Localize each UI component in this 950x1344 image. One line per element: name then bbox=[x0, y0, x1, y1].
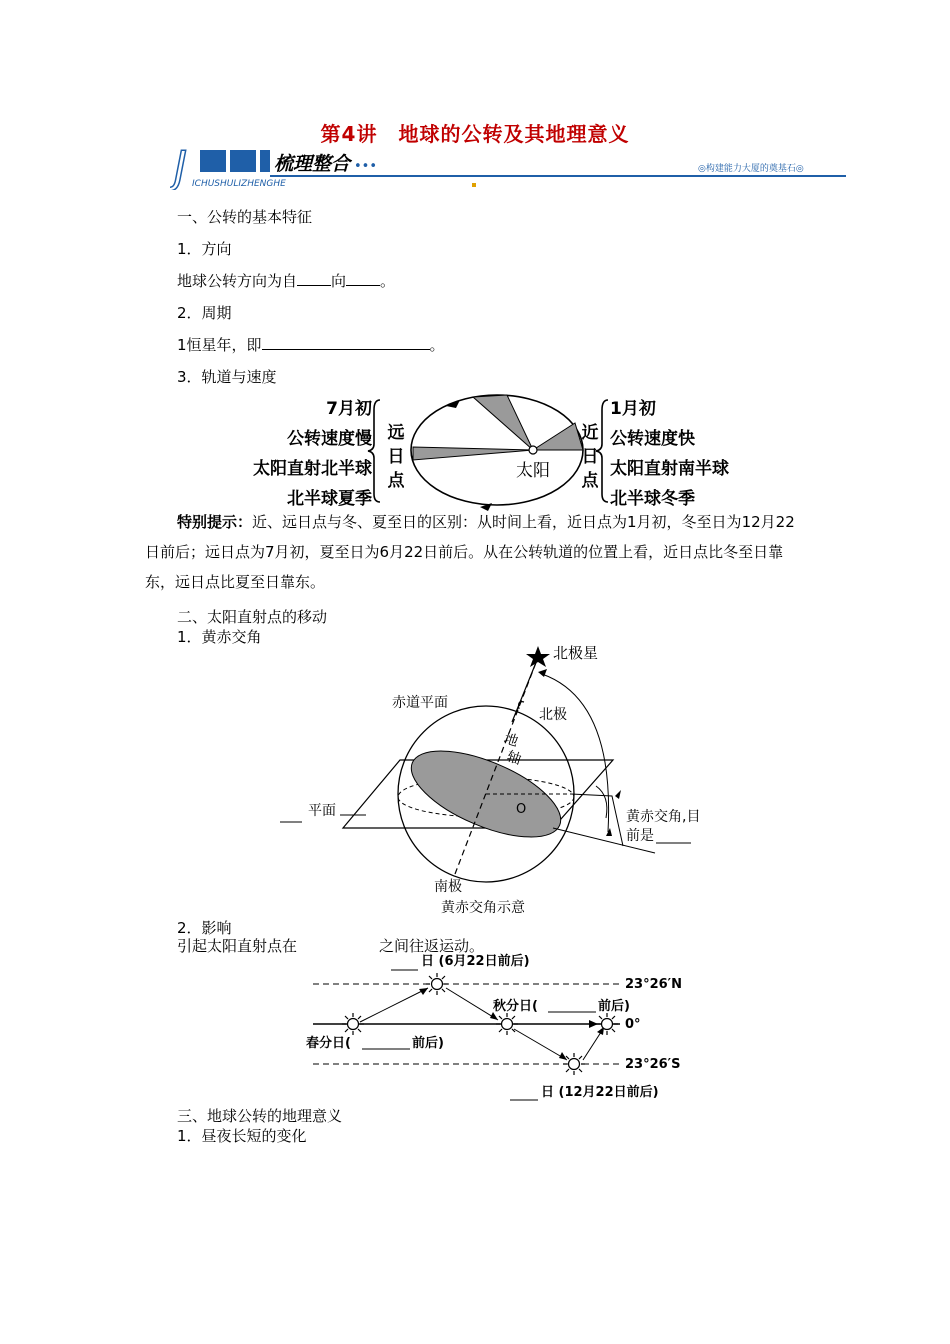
svg-text:公转速度慢: 公转速度慢 bbox=[287, 429, 372, 449]
page-title: 第4讲 地球的公转及其地理意义 bbox=[320, 122, 630, 146]
svg-text:前后): 前后) bbox=[412, 1036, 444, 1051]
sun-icon bbox=[496, 1013, 518, 1035]
item-influence: 2．影响 bbox=[177, 919, 232, 937]
sun-label: 太阳 bbox=[516, 461, 550, 481]
section3-heading: 三、地球公转的地理意义 bbox=[177, 1107, 343, 1125]
decorative-dot bbox=[472, 183, 476, 187]
svg-text:轴: 轴 bbox=[504, 748, 524, 769]
direction-sentence: 地球公转方向为自 向 。 bbox=[177, 272, 396, 290]
svg-text:远: 远 bbox=[387, 423, 405, 443]
svg-text:23°26′S: 23°26′S bbox=[625, 1057, 681, 1072]
banner-dots: ••• bbox=[354, 159, 378, 174]
banner-label: 梳理整合 bbox=[274, 153, 351, 175]
item-obliquity: 1．黄赤交角 bbox=[177, 628, 262, 646]
svg-text:北极: 北极 bbox=[539, 707, 567, 723]
svg-text:7月初: 7月初 bbox=[326, 399, 372, 419]
svg-text:赤道平面: 赤道平面 bbox=[392, 695, 448, 711]
section-banner bbox=[170, 138, 850, 190]
north-star-icon bbox=[526, 646, 550, 667]
svg-text:点: 点 bbox=[581, 471, 599, 491]
svg-text:地: 地 bbox=[501, 730, 521, 751]
section2-heading: 二、太阳直射点的移动 bbox=[177, 608, 328, 626]
banner-letter-icon: J bbox=[174, 142, 187, 190]
svg-text:春分日(: 春分日( bbox=[306, 1036, 351, 1051]
sun-icon bbox=[426, 973, 448, 995]
item-daylength: 1．昼夜长短的变化 bbox=[177, 1127, 307, 1145]
section1-heading: 一、公转的基本特征 bbox=[177, 208, 313, 226]
item-orbit: 3．轨道与速度 bbox=[177, 368, 277, 386]
svg-text:平面: 平面 bbox=[308, 803, 336, 819]
item-period: 2．周期 bbox=[177, 304, 232, 322]
svg-text:日 (12月22日前后): 日 (12月22日前后) bbox=[541, 1085, 659, 1100]
sun-icon bbox=[342, 1013, 364, 1035]
svg-text:公转速度快: 公转速度快 bbox=[610, 429, 695, 449]
svg-text:日 (6月22日前后): 日 (6月22日前后) bbox=[421, 954, 530, 969]
banner-pinyin: ICHUSHULIZHENGHE bbox=[192, 179, 286, 189]
svg-text:北半球冬季: 北半球冬季 bbox=[610, 489, 695, 509]
svg-text:黄赤交角,目: 黄赤交角,目 bbox=[626, 809, 701, 825]
svg-text:北极星: 北极星 bbox=[553, 644, 599, 662]
svg-text:黄赤交角示意: 黄赤交角示意 bbox=[441, 900, 525, 916]
banner-slogan: ◎构建能力大厦的奠基石◎ bbox=[698, 164, 804, 174]
migration-diagram bbox=[300, 945, 700, 1105]
svg-text:北半球夏季: 北半球夏季 bbox=[287, 489, 372, 509]
period-sentence: 1恒星年，即 。 bbox=[177, 336, 445, 354]
svg-text:O: O bbox=[516, 802, 527, 817]
orbit-diagram bbox=[230, 390, 760, 512]
svg-text:太阳直射南半球: 太阳直射南半球 bbox=[610, 459, 729, 479]
svg-text:23°26′N: 23°26′N bbox=[625, 977, 682, 992]
svg-text:太阳直射北半球: 太阳直射北半球 bbox=[253, 459, 372, 479]
sun-icon bbox=[563, 1053, 585, 1075]
svg-text:近: 近 bbox=[581, 423, 599, 443]
svg-text:1月初: 1月初 bbox=[610, 399, 656, 419]
svg-text:前后): 前后) bbox=[598, 999, 630, 1014]
svg-text:日: 日 bbox=[581, 447, 599, 467]
svg-text:南极: 南极 bbox=[434, 879, 462, 895]
svg-text:点: 点 bbox=[387, 471, 405, 491]
svg-text:日: 日 bbox=[387, 447, 405, 467]
obliquity-diagram bbox=[270, 640, 730, 920]
svg-text:前是: 前是 bbox=[626, 828, 654, 844]
svg-text:秋分日(: 秋分日( bbox=[493, 999, 538, 1014]
influence-sentence: 引起太阳直射点在 之间往返运动。 bbox=[177, 937, 485, 955]
item-direction: 1．方向 bbox=[177, 240, 232, 258]
svg-text:0°: 0° bbox=[625, 1017, 641, 1032]
tip-paragraph: 特别提示：近、远日点与冬、夏至日的区别：从时间上看，近日点为1月初，冬至日为12月22日前后；远日点为7月初，夏至日为6月22日前后。从在公转轨道的位置上看，近日点比冬至日靠东，远日点比夏至日靠东。 bbox=[145, 513, 795, 591]
sun-icon bbox=[596, 1013, 618, 1035]
